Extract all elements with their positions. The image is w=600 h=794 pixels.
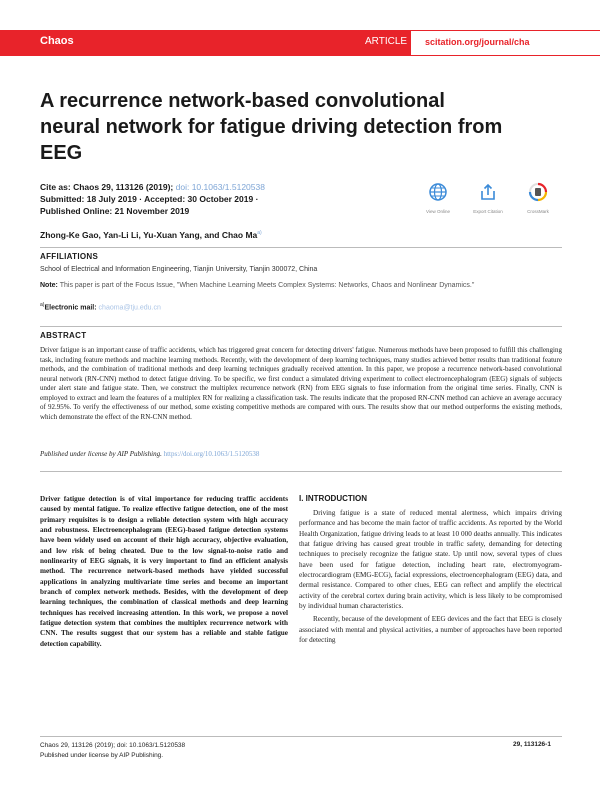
abstract-heading: ABSTRACT <box>40 331 87 340</box>
introduction-heading: I. INTRODUCTION <box>299 494 367 503</box>
crossmark-button[interactable] <box>515 182 561 214</box>
focus-issue-note <box>40 281 540 291</box>
author-footnote-mark[interactable]: a) <box>257 230 262 237</box>
journal-url[interactable]: scitation.org/journal/cha <box>425 37 530 47</box>
affiliation-text: School of Electrical and Information Engineering, Tianjin University, Tianjin 300072, China <box>40 266 318 273</box>
export-citation-button[interactable] <box>465 182 511 214</box>
published-date: Published Online: 21 November 2019 <box>40 206 190 216</box>
email-address[interactable]: chaoma@tju.edu.cn <box>98 304 161 312</box>
doi-link[interactable]: doi: 10.1063/1.5120538 <box>175 182 265 192</box>
submitted-dates: Submitted: 18 July 2019 · Accepted: 30 October 2019 · <box>40 194 259 204</box>
email-footnote-mark: a) <box>40 302 45 308</box>
journal-url-box[interactable] <box>411 30 600 56</box>
cite-label: Cite as: Chaos 29, 113126 (2019); <box>40 182 174 192</box>
citation-block <box>40 181 265 217</box>
divider <box>40 247 562 248</box>
author-names: Zhong-Ke Gao, Yan-Li Li, Yu-Xuan Yang, and Chao Ma <box>40 230 258 240</box>
license-line <box>40 450 259 458</box>
crossmark-icon <box>528 182 548 202</box>
email-line <box>40 302 161 311</box>
article-actions <box>415 182 565 226</box>
divider <box>40 326 562 327</box>
license-doi-link[interactable]: https://doi.org/10.1063/1.5120538 <box>163 450 260 458</box>
journal-name: Chaos <box>40 35 74 47</box>
view-online-label: View Online <box>426 209 450 214</box>
note-label: Note: <box>40 282 58 289</box>
export-citation-label: Export Citation <box>473 209 503 214</box>
article-type: ARTICLE <box>365 36 408 47</box>
introduction-body <box>299 508 562 648</box>
introduction-paragraph: Driving fatigue is a state of reduced mental alertness, which impairs driving performance and has become the main factor of traffic accidents. As reported by the World Health Organization, fatigue driving leads to at least 10 000 deaths annually. This indicates that fatigue driving has caused great trouble in traffic safety, demanding for detecting techniques to precisely recognize the fatigue state. Up until now, several types of clues have been used for fatigue detection, including heart rate, electromyogram-electrocardiogram (EMG-ECG), facial expressions, electroencephalogram (EEG) data, and dermal resistance. Compared to other clues, EEG can reflect and amplify the electrical activity of the cerebral cortex during brain activity, which is less likely to be compromised by individual human characteristics. <box>299 509 562 611</box>
export-icon <box>478 182 498 202</box>
globe-icon <box>428 182 448 202</box>
license-text: Published under license by AIP Publishing. <box>40 450 162 458</box>
footer-left <box>40 741 185 761</box>
footer-citation: Chaos 29, 113126 (2019); doi: 10.1063/1.5120538 <box>40 742 186 749</box>
author-list <box>40 230 262 240</box>
view-online-button[interactable] <box>415 182 461 214</box>
footer-license: Published under license by AIP Publishing. <box>40 752 164 759</box>
introduction-paragraph: Recently, because of the development of EEG devices and the fact that EEG is closely associated with mental and physical activities, a number of approaches have been reported for detecting <box>299 615 562 645</box>
note-text: This paper is part of the Focus Issue, "When Machine Learning Meets Complex Systems: Networks, Chaos and Nonlinear Dynamics." <box>59 282 475 289</box>
divider <box>40 471 562 472</box>
crossmark-label: CrossMark <box>527 209 549 214</box>
abstract-text: Driver fatigue is an important cause of traffic accidents, which has triggered great concern for detecting drivers' fatigue. Numerous methods have been proposed to fulfill this challenging task, including feature methods and machine learning methods. Recently, with the development of deep learning techniques, many studies achieved better results than traditional feature methods, and the combination of traditional methods and deep learning techniques gradually received attention. In this paper, we propose a recurrence network-based convolutional neural network (RN-CNN) method to detect fatigue driving. To be specific, we first conduct a simulated driving experiment to collect electroencephalogram (EEG) signals of subjects under alert state and fatigue state. Then, we construct the multiplex recurrence network (RN) from EEG signals to fuse information from the original time series. Finally, CNN is employed to extract and learn the features of a multiplex RN for realizing a classification task. The results indicate that the proposed RN-CNN method can achieve an average accuracy of 92.95%. To verify the effectiveness of our method, some existing competitive methods are compared with ours. The results show that our method outperforms the existing methods, which demonstrate the effect of the RN-CNN method. <box>40 346 562 421</box>
footer-divider <box>40 736 562 737</box>
lead-paragraph: Driver fatigue detection is of vital importance for reducing traffic accidents caused by mental fatigue. To realize effective fatigue detection, one of the most primary requisites is to design a reliable detection system with high accuracy and robustness. Electroencephalogram (EEG)-based fatigue detection systems have been widely used on account of their high accuracy, objective evaluation, and low risk of being cheated. Due to the low signal-to-noise ratio and nonlinearity of EEG signals, it is very important to find an efficient analysis method. The recurrence network-based methods have yielded successful applications in analyzing multivariate time series and become an important branch of complex network methods. Besides, with the development of deep learning techniques, the combination of classical methods and deep learning techniques has received increasing attention. In this work, we propose a novel fatigue detection system that combines the multiplex recurrence network with CNN. The results suggest that our system has a reliable and stable fatigue detection capability. <box>40 495 288 648</box>
affiliations-heading: AFFILIATIONS <box>40 252 99 261</box>
paper-title: A recurrence network-based convolutional neural network for fatigue driving detection from EEG <box>40 90 503 164</box>
journal-header-bar <box>0 30 600 56</box>
page-number: 29, 113126-1 <box>513 741 551 748</box>
email-label: Electronic mail: <box>44 304 97 312</box>
